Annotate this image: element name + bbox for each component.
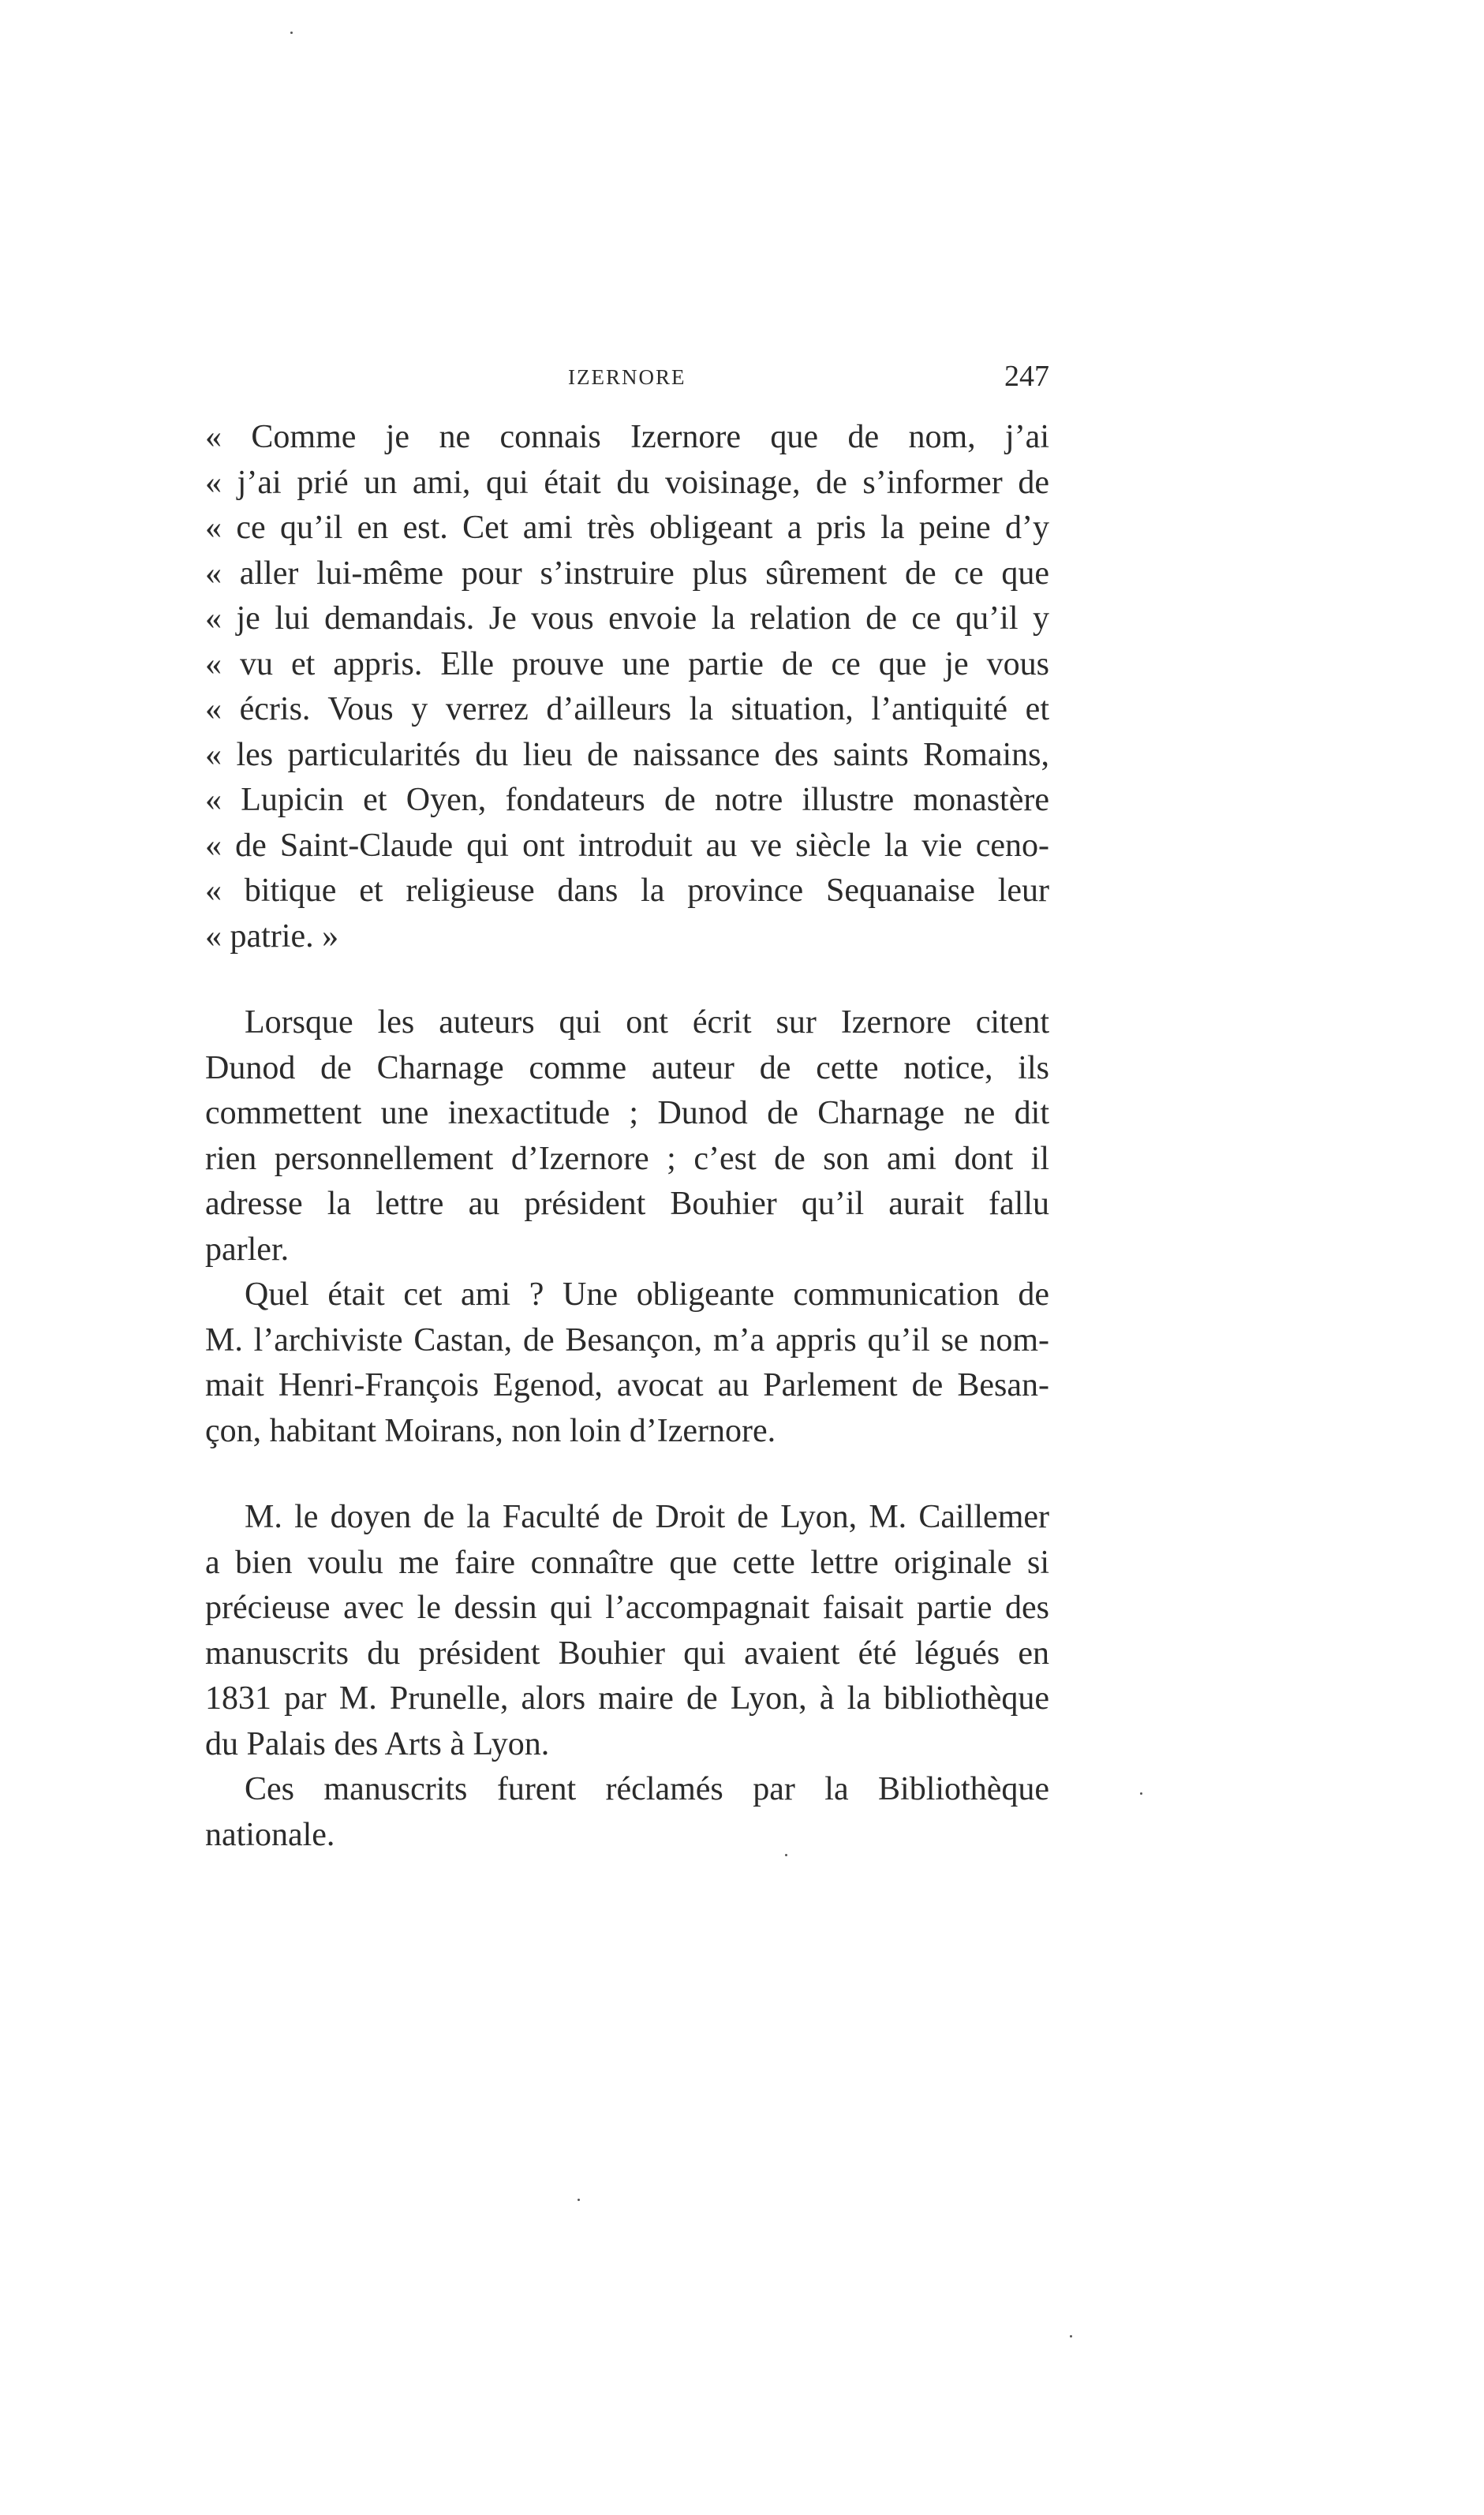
quote-line: « de Saint-Claude qui ont introduit au ve siècle la vie ceno- xyxy=(205,827,1049,864)
text-line: du Palais des Arts à Lyon. xyxy=(205,1725,550,1762)
text-line: 1831 par M. Prunelle, alors maire de Lyon, à la bibliothèque xyxy=(205,1680,1049,1717)
quote-line: « patrie. » xyxy=(205,917,339,955)
quote-line: « j’ai prié un ami, qui était du voisinage, de s’informer de xyxy=(205,464,1049,501)
paper-speck xyxy=(1140,1792,1142,1795)
text-line: précieuse avec le dessin qui l’accompagnait faisait partie des xyxy=(205,1590,1049,1626)
paper-speck xyxy=(578,2199,580,2201)
quote-line: « écris. Vous y verrez d’ailleurs la situation, l’antiquité et xyxy=(205,691,1049,727)
text-line: Ces manuscrits furent réclamés par la Bibliothèque xyxy=(245,1771,1049,1807)
paragraph xyxy=(205,1000,1049,1272)
text-line: M. l’archiviste Castan, de Besançon, m’a appris qu’il se nom- xyxy=(205,1321,1049,1358)
text-line: mait Henri-François Egenod, avocat au Parlement de Besan- xyxy=(205,1367,1049,1403)
quote-line: « je lui demandais. Je vous envoie la relation de ce qu’il y xyxy=(205,600,1049,637)
text-line: çon, habitant Moirans, non loin d’Izernore. xyxy=(205,1412,776,1449)
text-line: adresse la lettre au président Bouhier qu’il aurait fallu xyxy=(205,1186,1049,1222)
paragraph xyxy=(205,1272,1049,1454)
text-line: parler. xyxy=(205,1231,290,1268)
text-line: Quel était cet ami ? Une obligeante communication de xyxy=(245,1276,1049,1313)
quote-line: « les particularités du lieu de naissance des saints Romains, xyxy=(205,736,1049,773)
text-line: M. le doyen de la Faculté de Droit de Lyon, M. Caillemer xyxy=(245,1499,1049,1535)
page-header xyxy=(205,359,1049,406)
quote-line: « Comme je ne connais Izernore que de nom, j’ai xyxy=(205,419,1049,455)
text-line: manuscrits du président Bouhier qui avaient été légués en xyxy=(205,1635,1049,1672)
quote-line: « bitique et religieuse dans la province Sequanaise leur xyxy=(205,873,1049,909)
paper-speck xyxy=(290,32,293,34)
text-line: Dunod de Charnage comme auteur de cette notice, ils xyxy=(205,1049,1049,1086)
section-gap xyxy=(205,959,1049,1000)
paragraph xyxy=(205,1495,1049,1767)
quote-line: « ce qu’il en est. Cet ami très obligeant a pris la peine d’y xyxy=(205,510,1049,546)
text-line: a bien voulu me faire connaître que cette lettre originale si xyxy=(205,1544,1049,1581)
quote-line: « aller lui-même pour s’instruire plus sûrement de ce que xyxy=(205,555,1049,592)
text-line: rien personnellement d’Izernore ; c’est de son ami dont il xyxy=(205,1140,1049,1177)
text-line: nationale. xyxy=(205,1816,335,1853)
quote-line: « Lupicin et Oyen, fondateurs de notre illustre monastère xyxy=(205,782,1049,818)
text-line: commettent une inexactitude ; Dunod de Charnage ne dit xyxy=(205,1095,1049,1131)
section-gap xyxy=(205,1454,1049,1495)
paper-speck xyxy=(1070,2335,1072,2337)
paragraph xyxy=(205,1767,1049,1858)
quote-line: « vu et appris. Elle prouve une partie de ce que je vous xyxy=(205,645,1049,682)
quotation-block xyxy=(205,415,1049,959)
text-line: Lorsque les auteurs qui ont écrit sur Izernore citent xyxy=(245,1004,1049,1041)
running-head: IZERNORE xyxy=(568,365,686,389)
page-number: 247 xyxy=(1004,360,1049,393)
paper-speck xyxy=(785,1854,787,1856)
body-text xyxy=(205,415,1049,1858)
